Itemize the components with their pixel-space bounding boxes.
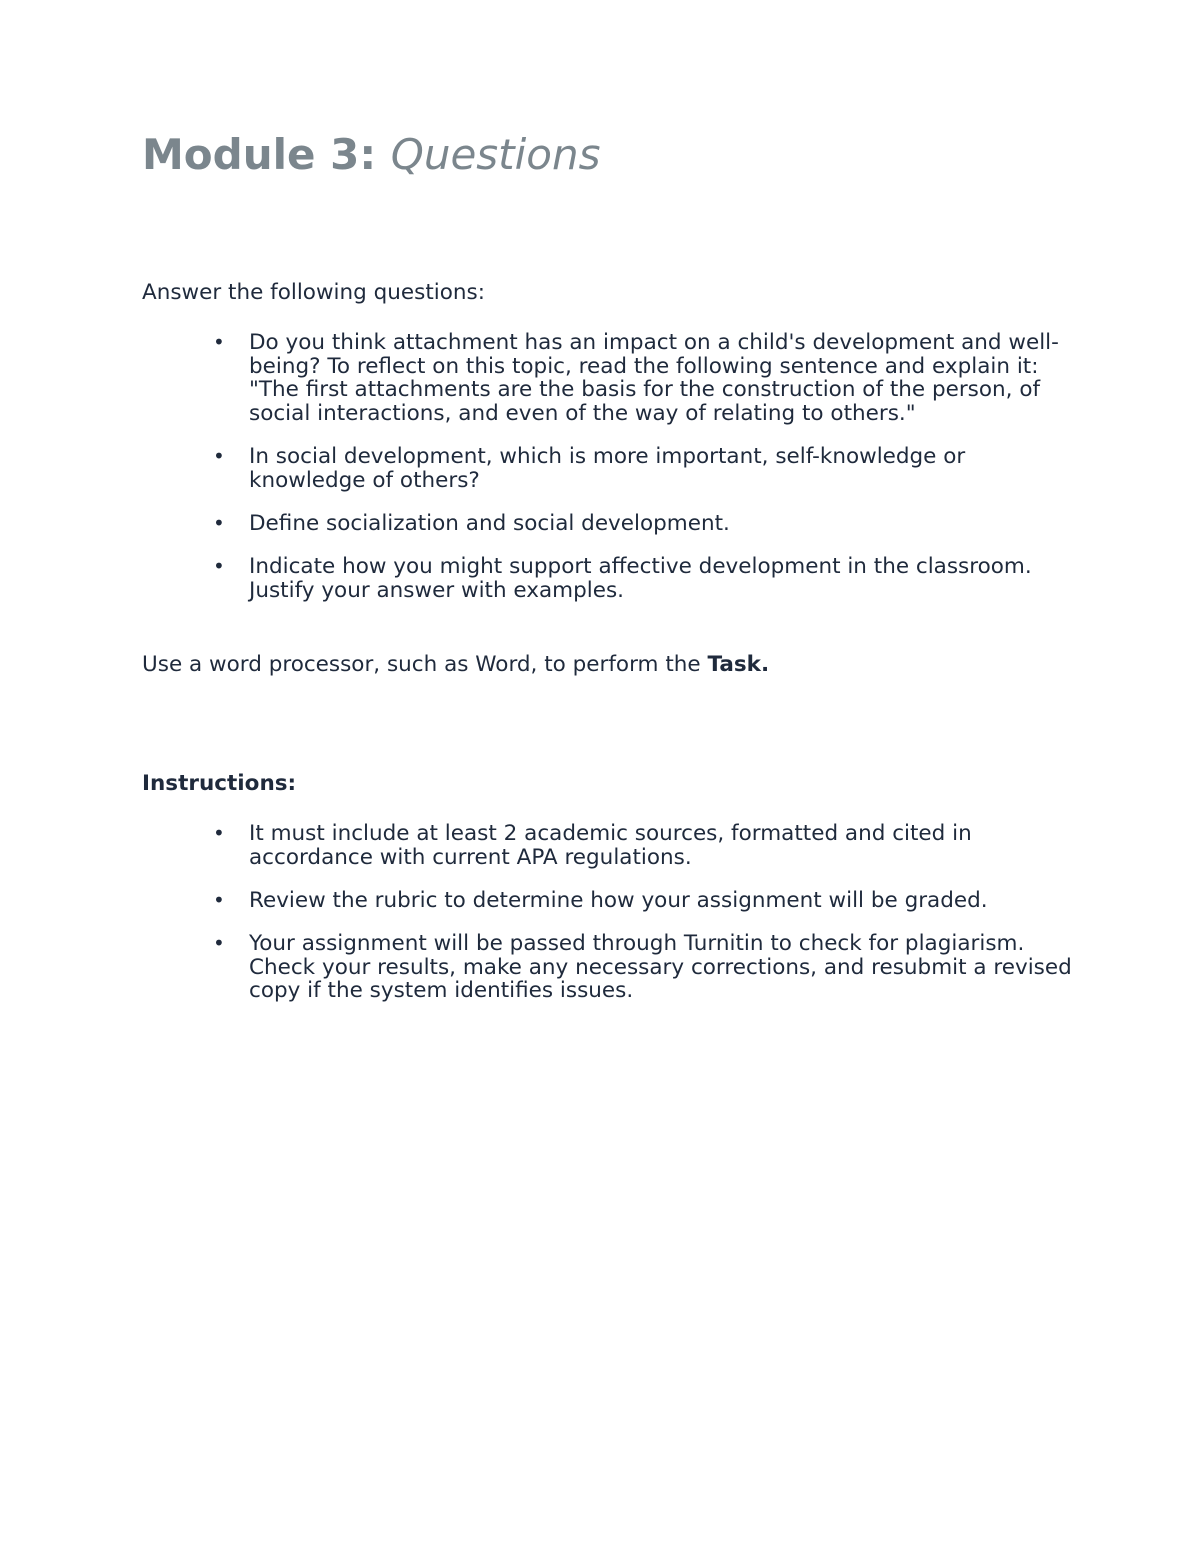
question-item [142,331,1082,425]
bullet-icon: • [213,443,225,468]
instruction-item [142,822,1082,869]
bullet-icon: • [213,330,225,354]
bullet-icon: • [213,930,225,955]
question-text: Do you think attachment has an impact on a child's development and well-being? To reflect on this topic, read the following sentence and explain it: "The first attachments are the basis for the construction of the person, of social interactions, and even of the way of relating to others." [249,330,1059,426]
bullet-icon: • [213,821,225,845]
title-subtitle: Questions [390,130,601,179]
title-module-label: Module 3: [142,130,377,179]
instruction-text: Review the rubric to determine how your assignment will be graded. [249,887,988,913]
bullet-icon: • [213,887,225,912]
question-item [142,512,1082,536]
page-title [142,127,601,183]
question-text: Define socialization and social development. [249,510,730,536]
question-item [142,445,1082,492]
questions-list [142,331,1082,622]
task-instruction [142,651,769,679]
instructions-list [142,822,1082,1022]
question-item [142,555,1082,602]
question-text: Indicate how you might support affective development in the classroom. Justify your answer with examples. [249,553,1032,603]
bullet-icon: • [213,553,225,578]
question-text: In social development, which is more important, self-knowledge or knowledge of others? [249,443,966,493]
instructions-heading: Instructions: [142,771,297,796]
instruction-text: Your assignment will be passed through Turnitin to check for plagiarism. Check your results, make any necessary corrections, and resubmit a revised copy if the system identifies issues. [249,930,1072,1004]
instruction-item [142,932,1082,1003]
instruction-item [142,889,1082,913]
task-keyword: Task. [707,652,770,677]
bullet-icon: • [213,510,225,535]
instruction-text: It must include at least 2 academic sources, formatted and cited in accordance with current APA regulations. [249,821,972,870]
task-prefix: Use a word processor, such as Word, to perform the [142,652,701,677]
intro-text: Answer the following questions: [142,280,485,305]
